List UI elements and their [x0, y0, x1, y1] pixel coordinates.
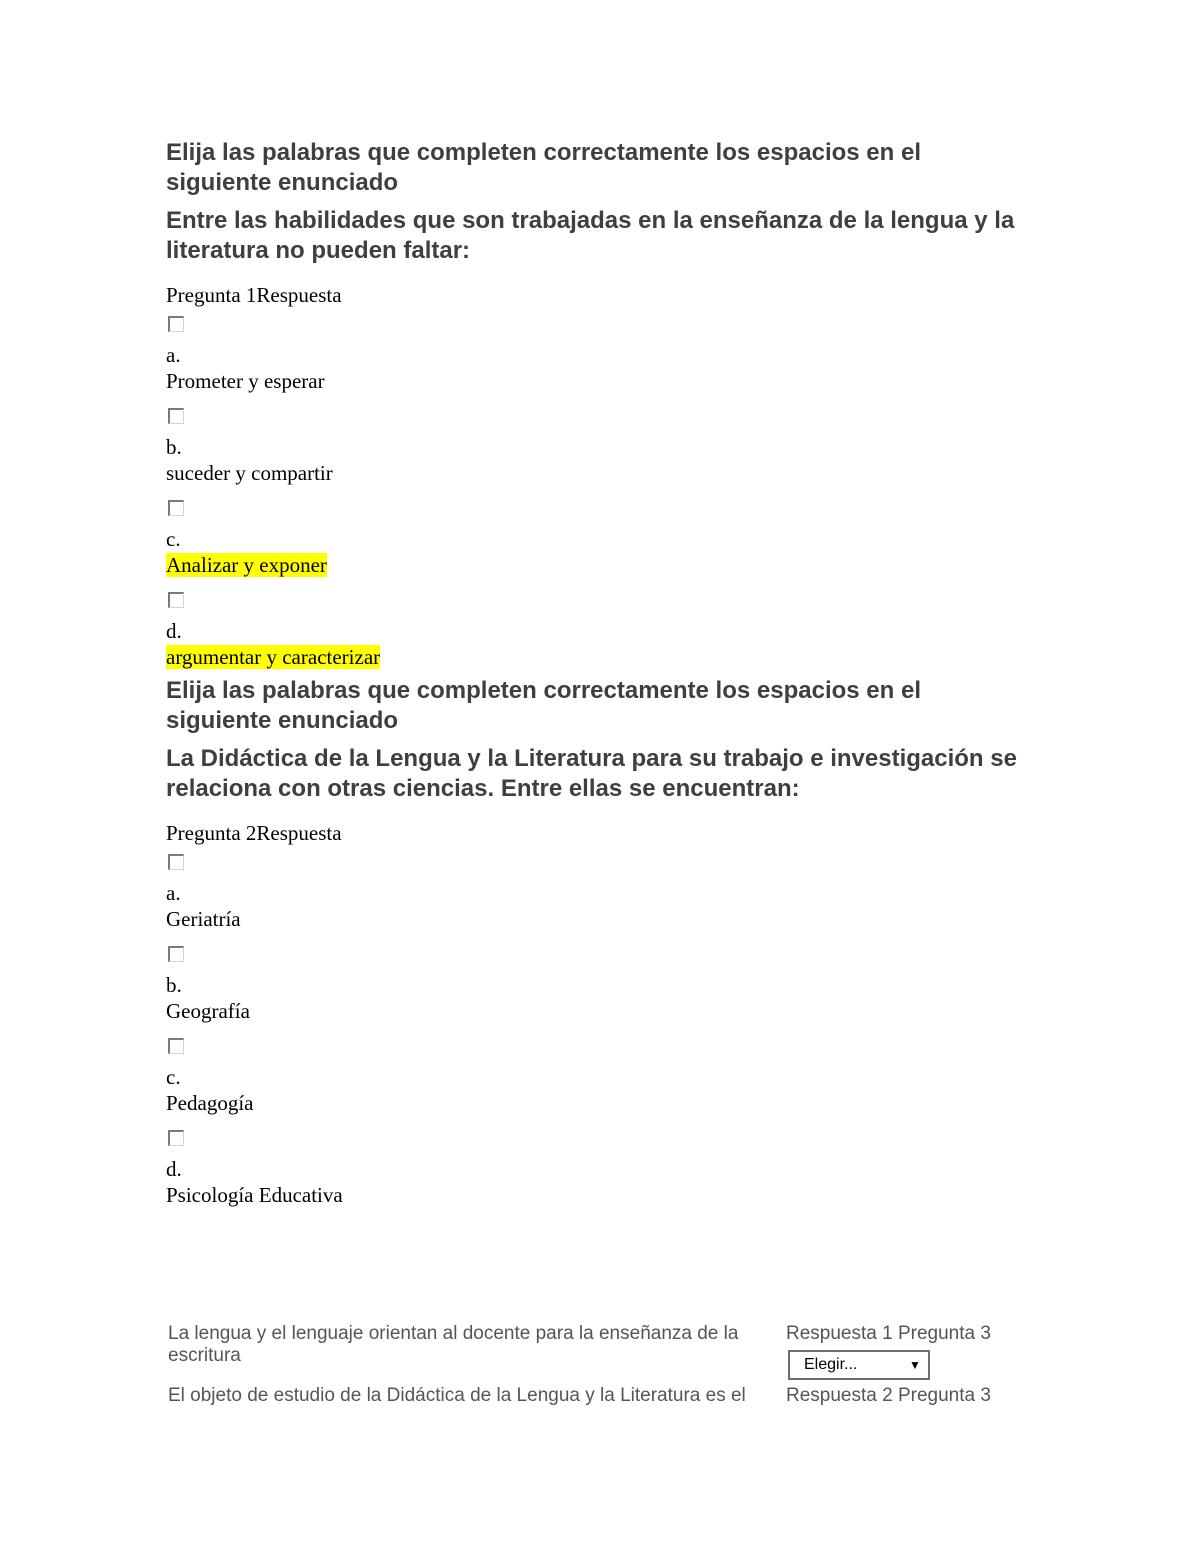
instruction-heading-2: Elija las palabras que completen correctamente los espacios en el siguiente enunciado — [166, 677, 921, 734]
q2-option-c — [166, 1038, 1026, 1116]
option-text-highlighted: argumentar y caracterizar — [166, 645, 381, 669]
q1-checkbox-b[interactable] — [168, 408, 184, 424]
q2-checkbox-d[interactable] — [168, 1130, 184, 1146]
question-2-label: Pregunta 2Respuesta — [166, 821, 342, 845]
q2-option-a — [166, 854, 1026, 932]
q1-option-a — [166, 316, 1026, 394]
question-1-text: Entre las habilidades que son trabajadas en la enseñanza de la lengua y la literatura no pueden faltar: — [166, 207, 1015, 264]
question-2-text: La Didáctica de la Lengua y la Literatura para su trabajo e investigación se relaciona con otras ciencias. Entre ellas se encuentran: — [166, 745, 1017, 802]
option-letter: c. — [166, 1065, 181, 1089]
q2-option-d — [166, 1130, 1026, 1208]
answer-select[interactable] — [788, 1350, 930, 1380]
q2-checkbox-a[interactable] — [168, 854, 184, 870]
q1-option-b — [166, 408, 1026, 486]
q1-option-c — [166, 500, 1026, 578]
select-value: Elegir... — [804, 1356, 858, 1373]
option-letter: a. — [166, 881, 181, 905]
option-letter: c. — [166, 527, 181, 551]
option-text-highlighted: Analizar y exponer — [166, 553, 327, 577]
question-3-matching — [168, 1323, 1028, 1407]
option-text: Prometer y esperar — [166, 369, 325, 393]
q1-checkbox-a[interactable] — [168, 316, 184, 332]
matching-statement: El objeto de estudio de la Didáctica de la Lengua y la Literatura es el — [168, 1385, 746, 1406]
option-text: Geriatría — [166, 907, 241, 931]
option-letter: d. — [166, 619, 182, 643]
option-letter: b. — [166, 973, 182, 997]
question-1-label: Pregunta 1Respuesta — [166, 283, 342, 307]
option-text: Psicología Educativa — [166, 1183, 343, 1207]
option-text: Pedagogía — [166, 1091, 254, 1115]
instruction-heading-1: Elija las palabras que completen correctamente los espacios en el siguiente enunciado — [166, 139, 921, 196]
dropdown-arrow-icon[interactable]: ▼ — [909, 1358, 921, 1372]
option-letter: a. — [166, 343, 181, 367]
matching-response-label: Respuesta 1 Pregunta 3 — [786, 1323, 991, 1344]
option-letter: b. — [166, 435, 182, 459]
quiz-page — [166, 138, 1026, 1222]
q2-checkbox-b[interactable] — [168, 946, 184, 962]
option-text: Geografía — [166, 999, 250, 1023]
q1-checkbox-d[interactable] — [168, 592, 184, 608]
option-letter: d. — [166, 1157, 182, 1181]
matching-row-2 — [168, 1385, 1028, 1407]
matching-statement: La lengua y el lenguaje orientan al docente para la enseñanza de la escritura — [168, 1323, 739, 1366]
matching-response-label: Respuesta 2 Pregunta 3 — [786, 1385, 991, 1406]
matching-row-1 — [168, 1323, 1028, 1385]
q1-option-d — [166, 592, 1026, 670]
q2-checkbox-c[interactable] — [168, 1038, 184, 1054]
q1-checkbox-c[interactable] — [168, 500, 184, 516]
q2-option-b — [166, 946, 1026, 1024]
option-text: suceder y compartir — [166, 461, 333, 485]
